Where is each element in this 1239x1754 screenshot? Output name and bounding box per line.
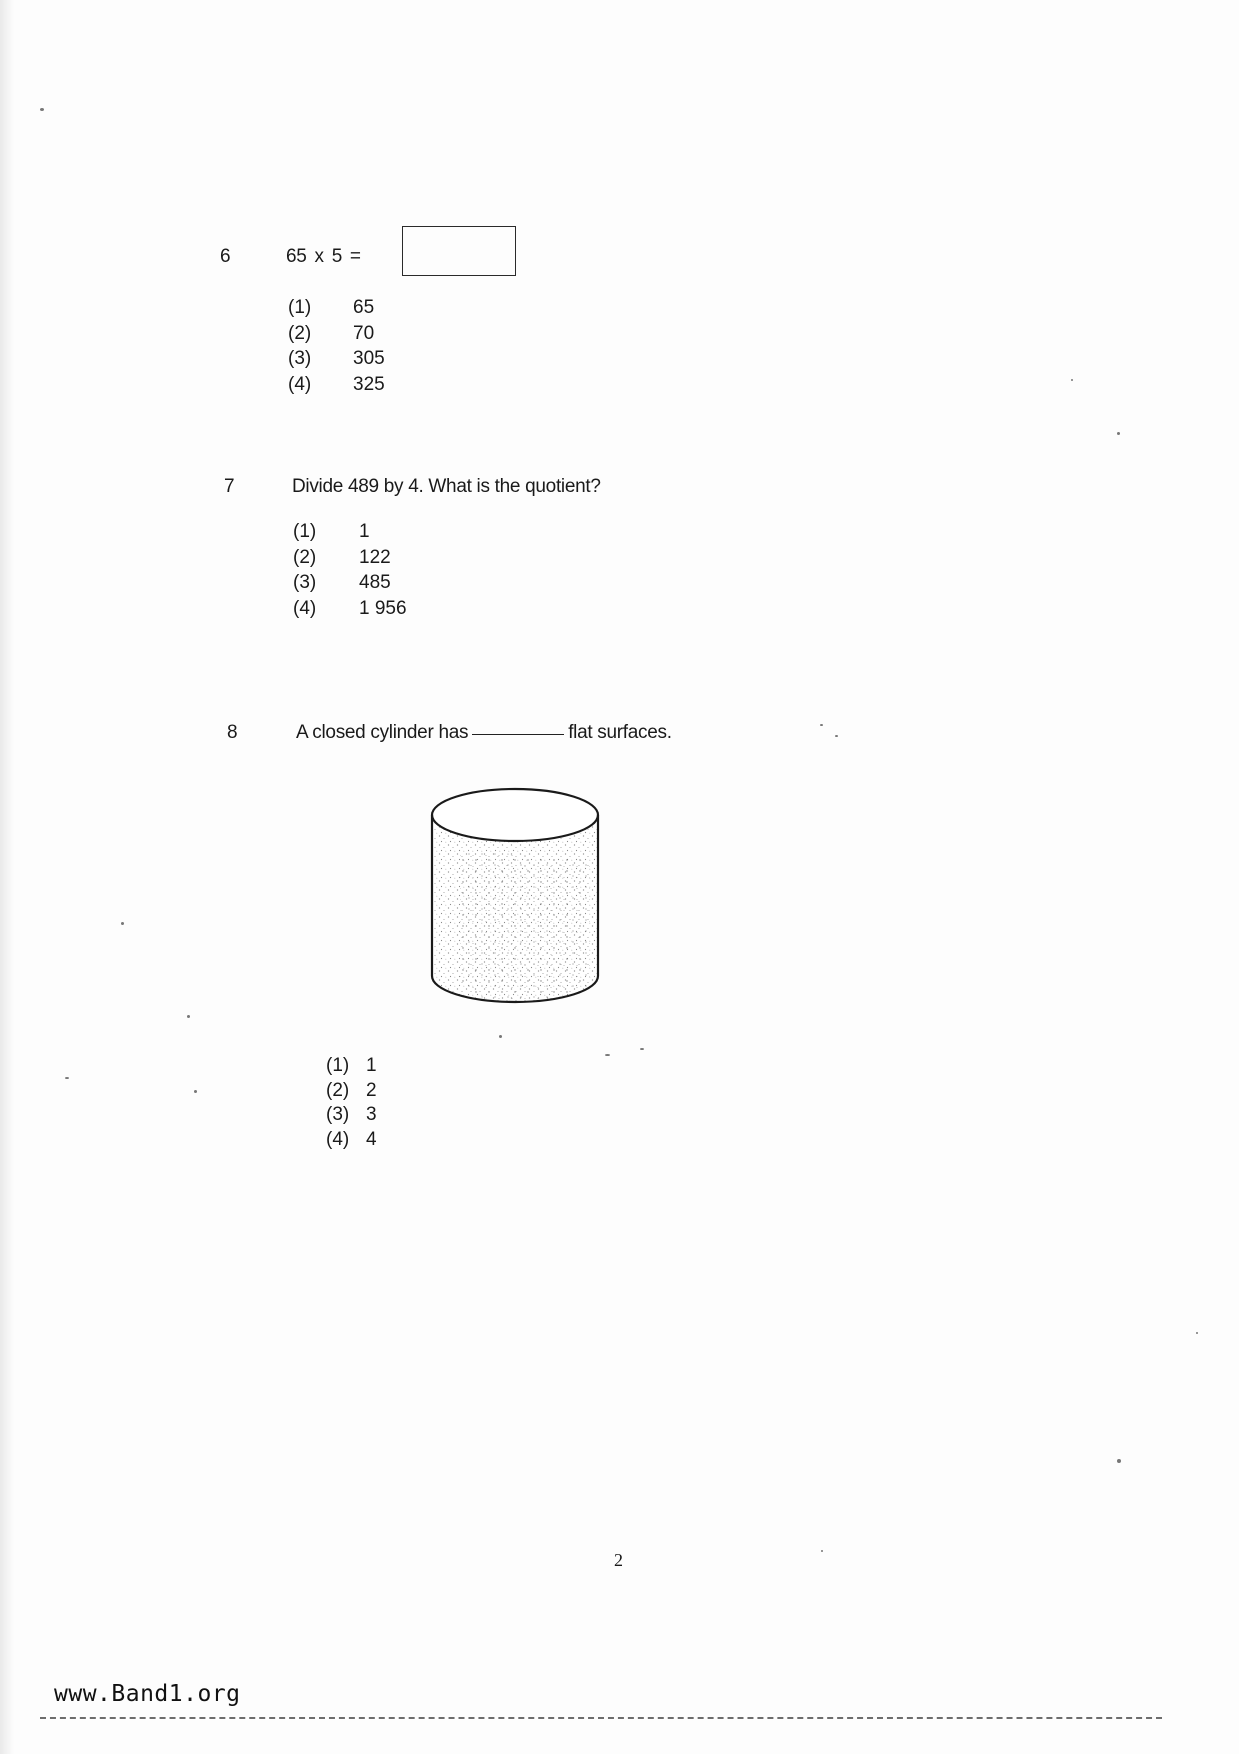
scan-speck: [499, 1035, 502, 1038]
option-2[interactable]: [288, 321, 385, 347]
answer-box[interactable]: [402, 226, 516, 276]
question-stem: [296, 722, 672, 744]
scan-speck: [187, 1015, 190, 1018]
option-1[interactable]: [326, 1054, 377, 1079]
scan-speck: [40, 108, 44, 111]
option-value: 4: [366, 1128, 377, 1150]
option-value: 65: [353, 297, 375, 318]
page-number: 2: [614, 1550, 623, 1570]
question-stem: Divide 489 by 4. What is the quotient?: [292, 476, 601, 497]
scan-speck: [821, 1550, 823, 1552]
option-value: 122: [359, 546, 391, 568]
options-list: [326, 1054, 377, 1152]
stem-before-blank: A closed cylinder has: [296, 722, 469, 743]
option-3[interactable]: [288, 346, 385, 372]
stem-after-blank: flat surfaces.: [568, 722, 672, 743]
option-value: 3: [366, 1104, 377, 1125]
website-footer[interactable]: www.Band1.org: [54, 1681, 241, 1707]
option-value: 2: [366, 1079, 377, 1101]
question-number: 7: [224, 476, 235, 497]
option-3[interactable]: [293, 570, 407, 596]
question-number: 8: [227, 722, 238, 743]
cylinder-figure: [420, 780, 610, 1016]
option-label: (4): [288, 373, 312, 395]
scan-speck: [65, 1077, 69, 1079]
option-label: (2): [288, 322, 312, 344]
option-label: (3): [326, 1104, 350, 1125]
option-label: (3): [293, 572, 317, 593]
option-4[interactable]: [288, 372, 385, 398]
option-label: (1): [326, 1055, 350, 1076]
option-4[interactable]: [293, 596, 407, 622]
option-2[interactable]: [326, 1079, 377, 1104]
scan-speck: [1071, 379, 1073, 381]
option-label: (2): [293, 546, 317, 568]
option-value: 325: [353, 373, 385, 395]
scan-speck: [835, 735, 838, 737]
option-value: 1: [359, 521, 370, 542]
fill-in-blank[interactable]: [472, 734, 564, 735]
option-4[interactable]: [326, 1128, 377, 1153]
option-2[interactable]: [293, 545, 407, 571]
scan-speck: [820, 724, 823, 726]
scan-speck: [1117, 1459, 1121, 1463]
option-label: (2): [326, 1079, 350, 1101]
scan-speck: [605, 1054, 610, 1056]
scan-shadow: [0, 0, 14, 1754]
option-value: 305: [353, 348, 385, 369]
option-3[interactable]: [326, 1103, 377, 1128]
option-1[interactable]: [288, 295, 385, 321]
option-label: (1): [288, 297, 312, 318]
option-value: 1 956: [359, 597, 407, 619]
scan-speck: [121, 922, 124, 925]
option-label: (3): [288, 348, 312, 369]
scan-speck: [1117, 432, 1120, 435]
scan-speck: [194, 1090, 197, 1093]
option-value: 1: [366, 1055, 377, 1076]
option-1[interactable]: [293, 519, 407, 545]
footer-divider: [40, 1717, 1162, 1719]
option-label: (4): [293, 597, 317, 619]
option-label: (4): [326, 1128, 350, 1150]
option-value: 485: [359, 572, 391, 593]
option-value: 70: [353, 322, 375, 344]
options-list: [293, 519, 407, 621]
scan-speck: [640, 1048, 644, 1050]
option-label: (1): [293, 521, 317, 542]
scan-speck: [1196, 1332, 1198, 1334]
options-list: [288, 295, 385, 397]
question-stem: 65 x 5 =: [286, 246, 361, 267]
question-number: 6: [220, 246, 231, 267]
